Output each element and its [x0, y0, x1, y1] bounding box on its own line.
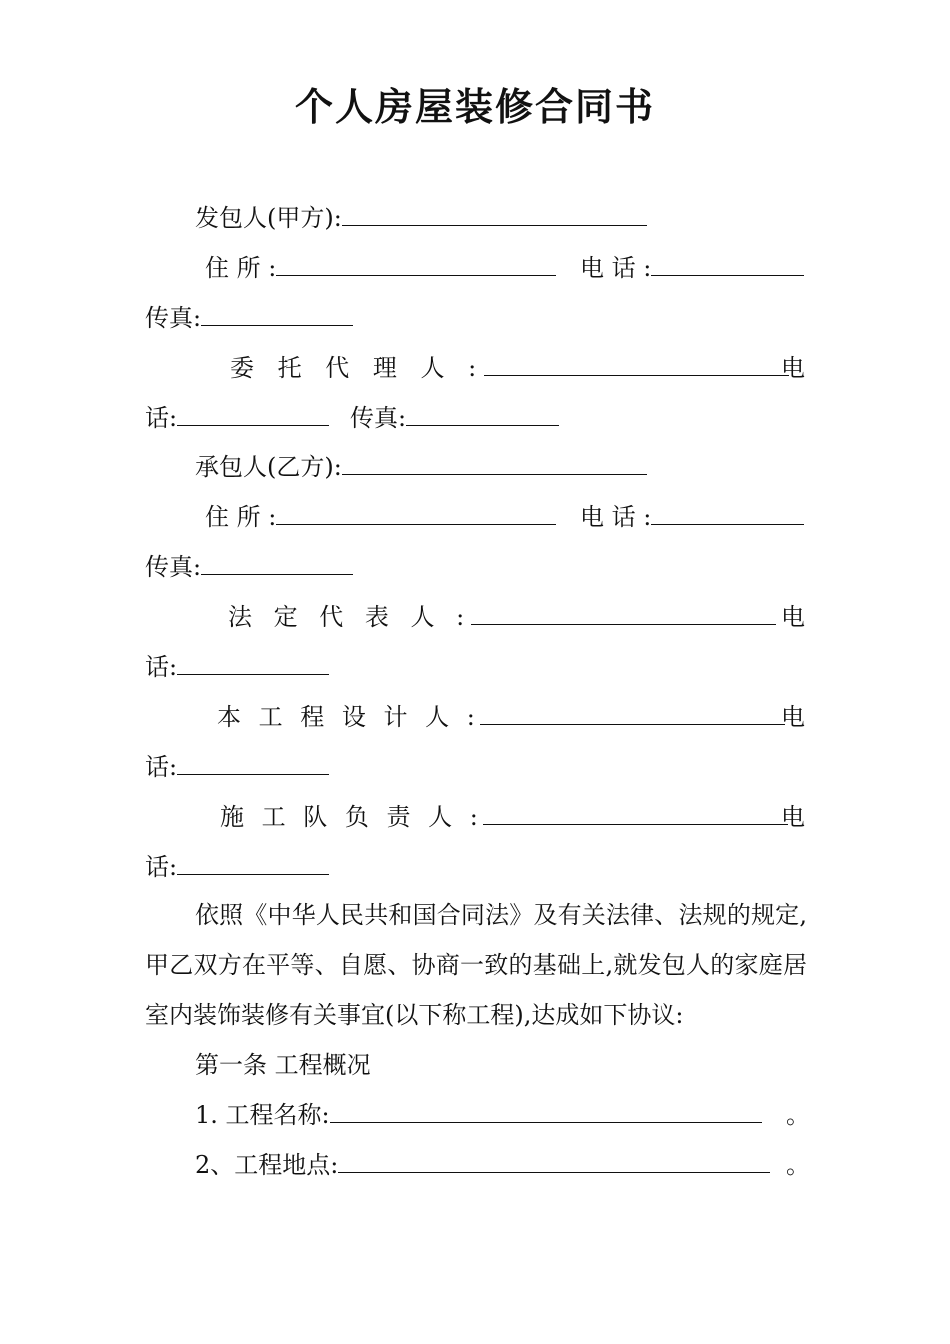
party-b-address-row	[205, 500, 556, 534]
party-b-rep-label: 法 定 代 表 人 :	[228, 603, 472, 631]
party-a-agent-row	[230, 351, 789, 385]
party-b-label: 承包人(乙方):	[195, 453, 342, 481]
party-a-blank[interactable]	[342, 201, 647, 226]
party-b-rep-phone-label-2: 话:	[145, 653, 178, 681]
party-b-rep-blank[interactable]	[471, 600, 776, 625]
foreman-phone-row	[145, 850, 329, 884]
party-a-address-blank[interactable]	[276, 251, 556, 276]
party-a-agent-fax-blank[interactable]	[406, 401, 559, 426]
designer-phone-row	[145, 750, 329, 784]
party-b-rep-phone-blank[interactable]	[177, 650, 329, 675]
project-location-blank[interactable]	[338, 1148, 770, 1173]
foreman-label: 施 工 队 负 责 人 :	[220, 803, 483, 831]
party-b-phone-label: 电 话 :	[580, 503, 652, 531]
designer-phone-label-2: 话:	[145, 753, 178, 781]
party-a-label: 发包人(甲方):	[195, 204, 342, 232]
party-b-rep-row	[228, 600, 776, 634]
party-a-agent-blank[interactable]	[484, 351, 789, 376]
party-b-fax-row	[145, 550, 353, 584]
party-b-rep-phone-row	[145, 650, 329, 684]
foreman-phone-label-2: 话:	[145, 853, 178, 881]
party-a-phone-label: 电 话 :	[580, 254, 652, 282]
project-location-end: 。	[786, 1151, 810, 1179]
designer-label: 本 工 程 设 计 人 :	[217, 703, 480, 731]
designer-blank[interactable]	[480, 700, 785, 725]
party-a-agent-phone-label-2: 话:	[145, 404, 178, 432]
party-b-address-label: 住 所 :	[205, 503, 277, 531]
designer-row	[217, 700, 785, 734]
party-b-blank[interactable]	[342, 450, 647, 475]
party-a-fax-blank[interactable]	[201, 301, 353, 326]
intro-paragraph: 依照《中华人民共和国合同法》及有关法律、法规的规定,甲乙双方在平等、自愿、协商一致的基础上,就发包人的家庭居室内装饰装修有关事宜(以下称工程),达成如下协议:	[145, 901, 807, 1029]
party-b-address-blank[interactable]	[276, 500, 556, 525]
party-b-row	[195, 450, 647, 484]
project-name-label: 1. 工程名称:	[195, 1101, 330, 1129]
party-b-phone-blank[interactable]	[651, 500, 804, 525]
party-a-phone-row	[580, 251, 804, 285]
party-a-agent-fax-label: 传真:	[350, 404, 407, 432]
designer-phone-blank[interactable]	[177, 750, 329, 775]
project-location-label: 2、工程地点:	[195, 1151, 339, 1179]
party-a-phone-blank[interactable]	[651, 251, 804, 276]
party-b-fax-blank[interactable]	[201, 550, 353, 575]
party-a-agent-phone-row	[145, 401, 329, 435]
project-name-row	[195, 1098, 762, 1132]
foreman-row	[220, 800, 788, 834]
party-a-agent-label: 委 托 代 理 人 :	[230, 354, 485, 382]
party-a-agent-fax-row	[350, 401, 559, 435]
foreman-phone-label-1: 电	[781, 803, 805, 831]
party-a-agent-phone-blank[interactable]	[177, 401, 329, 426]
project-name-end: 。	[786, 1101, 810, 1129]
party-a-agent-phone-label-1: 电	[781, 354, 805, 382]
party-b-phone-row	[580, 500, 804, 534]
party-a-fax-row	[145, 301, 353, 335]
foreman-phone-blank[interactable]	[177, 850, 329, 875]
page-title: 个人房屋装修合同书	[294, 84, 655, 129]
party-a-address-row	[205, 251, 556, 285]
project-location-row	[195, 1148, 770, 1182]
article1-heading: 第一条 工程概况	[195, 1051, 371, 1079]
foreman-blank[interactable]	[483, 800, 788, 825]
party-a-row	[195, 201, 647, 235]
party-a-address-label: 住 所 :	[205, 254, 277, 282]
designer-phone-label-1: 电	[781, 703, 805, 731]
party-b-rep-phone-label-1: 电	[781, 603, 805, 631]
project-name-blank[interactable]	[330, 1098, 762, 1123]
party-a-fax-label: 传真:	[145, 304, 202, 332]
party-b-fax-label: 传真:	[145, 553, 202, 581]
